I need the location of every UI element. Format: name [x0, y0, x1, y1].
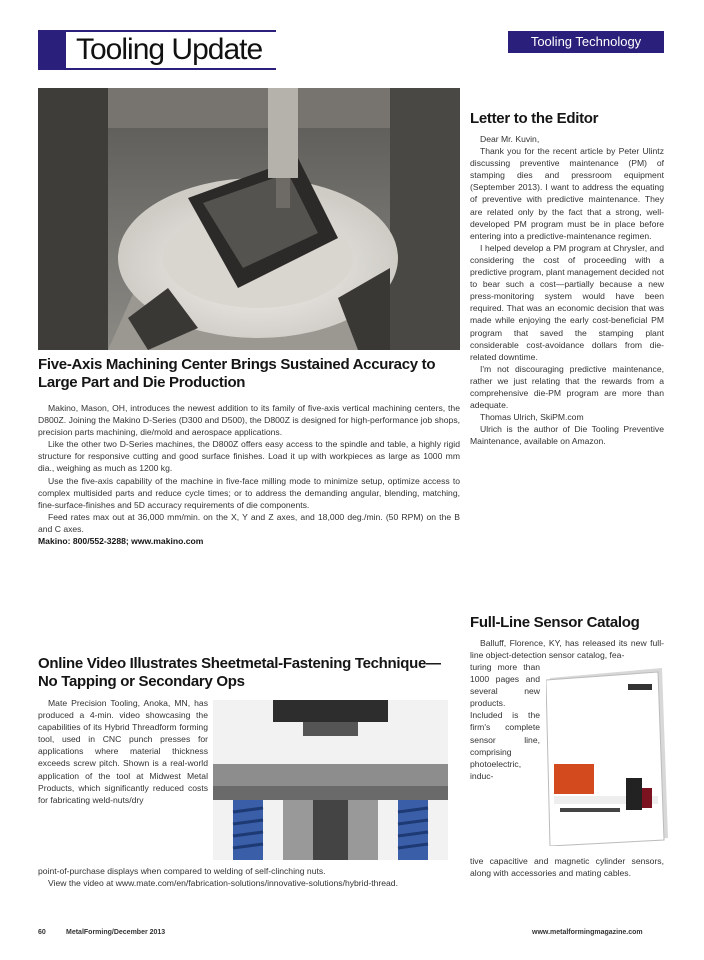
video-body-full — [38, 865, 460, 889]
letter-signature: Thomas Ulrich, SkiPM.com — [480, 412, 584, 423]
five-axis-headline: Five-Axis Machining Center Brings Sustained Accuracy to Large Part and Die Production — [38, 356, 436, 391]
sensor-tail — [470, 855, 664, 879]
sensor-headline: Full-Line Sensor Catalog — [470, 614, 640, 631]
sensor-paragraph: tive capacitive and magnetic cylinder sensors, along with accessories and mating cables. — [470, 856, 664, 879]
five-axis-contact: Makino: 800/552-3288; www.makino.com — [38, 536, 204, 547]
sensor-catalog-photo — [546, 668, 668, 846]
letter-bio: Ulrich is the author of Die Tooling Preventive Maintenance, available on Amazon. — [470, 424, 664, 447]
five-axis-paragraph: Use the five-axis capability of the machine in five-face milling mode to minimize setup, optimize access to complex multisided parts and reduce cycle times; or to address the demanding angular, blending, matching, fine-surface-finishes and 5D accuracy requirements of die components. — [38, 475, 460, 510]
letter-headline: Letter to the Editor — [470, 110, 599, 127]
magazine-issue: MetalForming/December 2013 — [66, 929, 166, 936]
sensor-intro — [470, 637, 664, 661]
video-link-paragraph: View the video at www.mate.com/en/fabrication-solutions/innovative-solutions/hybrid-thread. — [48, 878, 398, 889]
five-axis-body — [38, 402, 460, 547]
machining-center-photo — [38, 88, 460, 350]
video-headline: Online Video Illustrates Sheetmetal-Fastening Technique—No Tapping or Secondary Ops — [38, 655, 441, 690]
video-body-left — [38, 697, 208, 806]
sensor-paragraph: Balluff, Florence, KY, has released its new full-line object-detection sensor catalog, fea- — [470, 638, 664, 661]
sensor-left-column — [470, 661, 540, 782]
five-axis-paragraph: Feed rates max out at 36,000 mm/min. on the X, Y and Z axes, and 18,000 deg./min. (50 RPM) on the B and C axes. — [38, 511, 460, 534]
five-axis-paragraph: Makino, Mason, OH, introduces the newest addition to its family of five-axis vertical machining centers, the D800Z. Joining the Makino D-Series (D300 and D500), the D800Z is designed for high-performance job shops, precision parts machining, die/mold and aerospace applications. — [38, 403, 460, 438]
video-paragraph: Mate Precision Tooling, Anoka, MN, has produced a 4-min. video showcasing the capabilities of its Hybrid Threadform forming tool, used in CNC punch presses for applications where material thickness exceeds screw pitch. Shown is a real-world application of the tool at Midwest Metal Products, which significantly reduced costs for fabricating weld-nuts/dry — [38, 698, 208, 805]
header-rule-bottom — [38, 68, 276, 70]
letter-paragraph: I helped develop a PM program at Chrysler, and considering the cost of proceeding with a predictive program, plant management decided not to bear such a cost—partially because a new press-monitoring system would have been required. That was an economic decision that was made while enjoying the early cost-beneficial PM program that saved the stamping plant considerable cost-avoidance dollars from die-related downtime. — [470, 242, 664, 362]
video-paragraph: point-of-purchase displays when compared to welding of self-clinching nuts. — [38, 866, 326, 876]
section-tag: Tooling Technology — [508, 31, 664, 53]
letter-salutation: Dear Mr. Kuvin, — [480, 134, 540, 144]
letter-body — [470, 133, 664, 447]
letter-paragraph: Thank you for the recent article by Peter Ulintz discussing preventive maintenance (PM) of stamping dies and pressroom equipment (September 2013). I want to address the equating of preventive with predictive maintenance. They are related only by the fact that a strong, well-developed PM program must be in place before entering into a predictive-maintenance regimen. — [470, 146, 664, 241]
sheetmetal-fastening-photo — [213, 700, 448, 860]
magazine-website[interactable]: www.metalformingmagazine.com — [532, 929, 643, 936]
five-axis-paragraph: Like the other two D-Series machines, the D800Z offers easy access to the spindle and table, a highly rigid structure for responsive cutting and good surface finishes. Load it up with workpieces as large as 1000 mm dia., weighing as much as 1200 kg. — [38, 439, 460, 474]
page-title: Tooling Update — [76, 33, 263, 66]
sensor-paragraph: turing more than 1000 pages and several new products. Included is the firm's complete sensor line, comprising photoelectric, induc- — [470, 662, 540, 781]
header-color-block — [38, 32, 66, 68]
page-number: 60 — [38, 929, 46, 936]
header-rule-top — [38, 30, 276, 32]
letter-paragraph: I'm not discouraging predictive maintenance, rather we just relating that the rewards from a comprehensive die-PM program are more than adequate. — [470, 363, 664, 411]
